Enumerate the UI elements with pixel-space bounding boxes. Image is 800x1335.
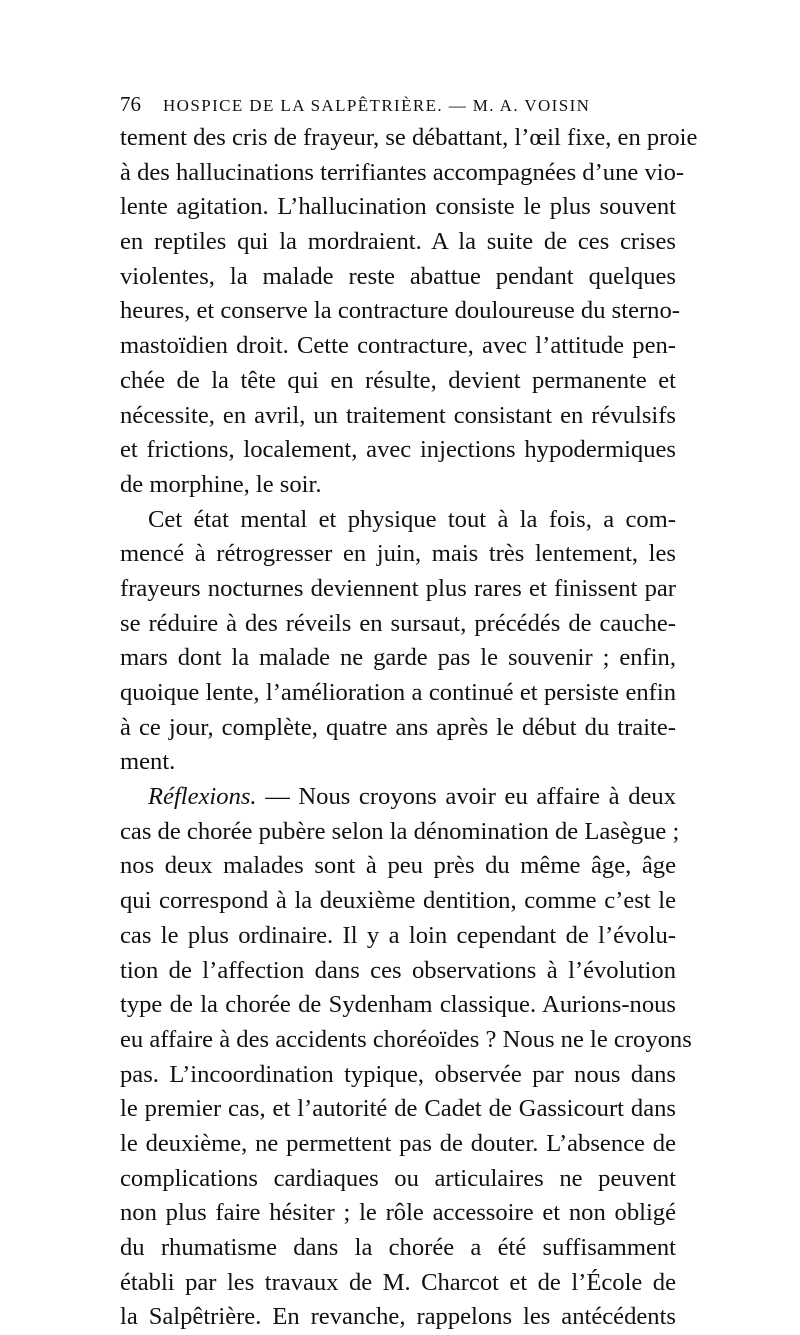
text-line: eu affaire à des accidents choréoïdes ? Nous ne le croyons	[120, 1025, 692, 1053]
text-line: cas le plus ordinaire. Il y a loin cependant de l’évolu-	[120, 921, 676, 949]
text-line: à ce jour, complète, quatre ans après le début du traite-	[120, 713, 676, 741]
text-line: frayeurs nocturnes deviennent plus rares et finissent par	[120, 574, 676, 602]
text-line	[120, 780, 676, 815]
paragraph-reflexions	[120, 780, 692, 1335]
text-line: le deuxième, ne permettent pas de douter. L’absence de	[120, 1129, 676, 1157]
text-line: ment.	[120, 748, 176, 776]
text-line: pas. L’incoordination typique, observée par nous dans	[120, 1060, 676, 1088]
text-line: à des hallucinations terrifiantes accompagnées d’une vio-	[120, 158, 685, 186]
text-line: de morphine, le soir.	[120, 470, 322, 498]
body-text	[120, 121, 698, 1335]
text-line: quoique lente, l’amélioration a continué et persiste enfin	[120, 679, 676, 706]
text-line: du rhumatisme dans la chorée a été suffisamment	[120, 1234, 676, 1261]
text-line: chée de la tête qui en résulte, devient permanente et	[120, 366, 676, 394]
text-line: nécessite, en avril, un traitement consistant en révulsifs	[120, 401, 676, 429]
text-line: non plus faire hésiter ; le rôle accessoire et non obligé	[120, 1199, 676, 1227]
paragraph-mental-state	[120, 503, 676, 781]
text-line: et frictions, localement, avec injections hypodermiques	[120, 436, 676, 464]
text-line: cas de chorée pubère selon la dénomination de Lasègue ;	[120, 817, 680, 845]
reflexions-heading: Réflexions.	[148, 783, 257, 811]
running-title: HOSPICE DE LA SALPÊTRIÈRE. — M. A. VOISIN	[163, 96, 591, 115]
text-line: le premier cas, et l’autorité de Cadet de Gassicourt dans	[120, 1095, 676, 1123]
text-line: heures, et conserve la contracture douloureuse du sterno-	[120, 297, 680, 325]
text-line: Cet état mental et physique tout à la fois, a com-	[148, 505, 676, 533]
text-line: complications cardiaques ou articulaires ne peuvent	[120, 1164, 676, 1192]
text-line: établi par les travaux de M. Charcot et de l’École de	[120, 1268, 676, 1296]
page-number: 76	[120, 92, 141, 116]
text-line: mars dont la malade ne garde pas le souvenir ; enfin,	[120, 644, 676, 672]
text-line: en reptiles qui la mordraient. A la suite de ces crises	[120, 228, 676, 256]
text-line: la Salpêtrière. En revanche, rappelons les antécédents	[120, 1303, 676, 1331]
text-line: mencé à rétrogresser en juin, mais très lentement, les	[120, 540, 676, 568]
text-line: nos deux malades sont à peu près du même âge, âge	[120, 852, 676, 880]
text-line: se réduire à des réveils en sursaut, précédés de cauche-	[120, 609, 676, 637]
text-line: violentes, la malade reste abattue pendant quelques	[120, 262, 676, 290]
paragraph-continuation	[120, 121, 698, 503]
text-line: tement des cris de frayeur, se débattant, l’œil fixe, en proie	[120, 124, 698, 151]
running-head	[120, 92, 680, 117]
text-line: mastoïdien droit. Cette contracture, avec l’attitude pen-	[120, 332, 676, 360]
text-line: tion de l’affection dans ces observations à l’évolution	[120, 956, 676, 984]
text-line: type de la chorée de Sydenham classique. Aurions-nous	[120, 991, 676, 1019]
reflexions-first-line: — Nous croyons avoir eu affaire à deux	[256, 783, 676, 811]
text-line: qui correspond à la deuxième dentition, comme c’est le	[120, 887, 676, 915]
text-line: lente agitation. L’hallucination consiste le plus souvent	[120, 193, 676, 221]
